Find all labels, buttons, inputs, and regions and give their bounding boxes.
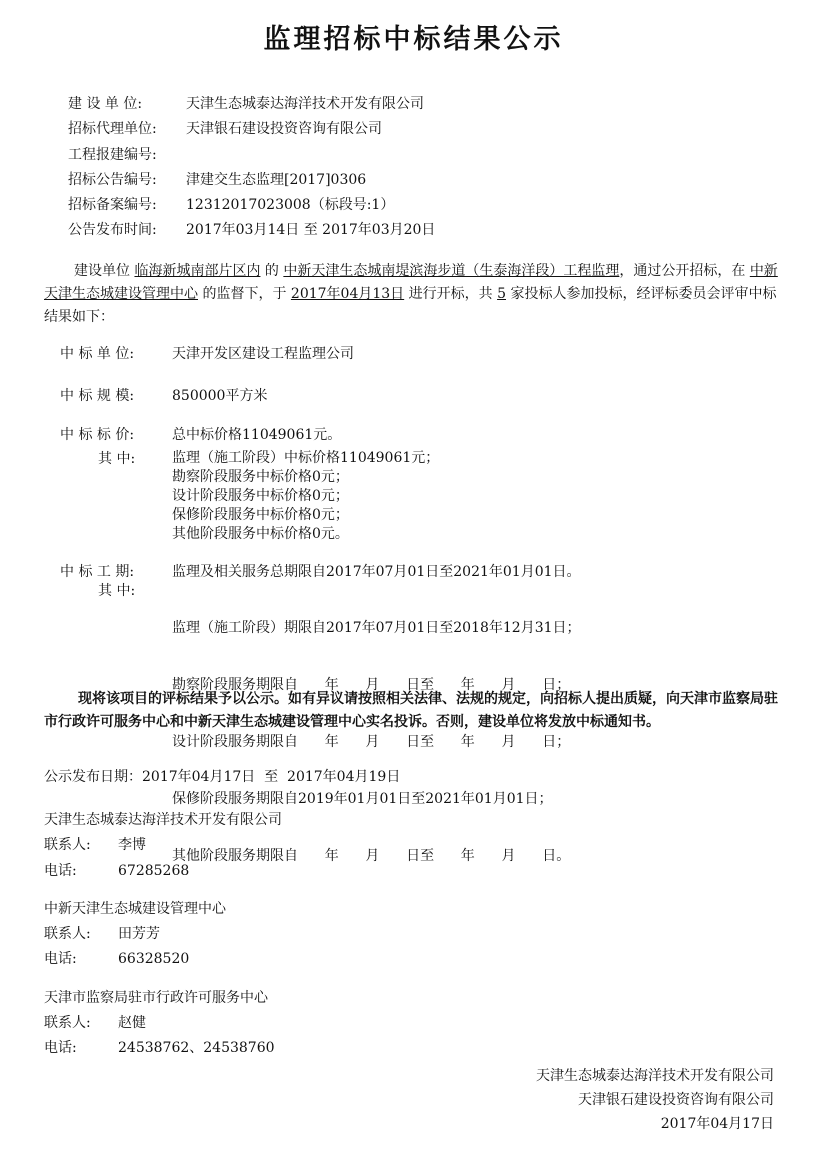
scale-value: 850000平方米 — [172, 388, 268, 404]
publicity-date: 公示发布日期：2017年04月17日 至 2017年04月19日 — [44, 769, 401, 785]
contact-phone-label: 电话: — [44, 951, 77, 967]
header-label: 招标公告编号: — [68, 172, 157, 188]
header-label: 招标代理单位: — [68, 121, 157, 137]
signature-org-1: 天津生态城泰达海洋技术开发有限公司 — [536, 1068, 774, 1084]
period-item: 保修阶段服务期限自2019年01月01日至2021年01月01日； — [172, 791, 553, 807]
contact-person-label: 联系人: — [44, 837, 91, 853]
contact-person-label: 联系人: — [44, 1015, 91, 1031]
contact-phone: 67285268 — [118, 863, 190, 879]
intro-supervisor: 中新天津生态城建设管理中心 — [44, 263, 778, 302]
header-label: 招标备案编号: — [68, 197, 157, 213]
price-item: 监理（施工阶段）中标价格11049061元； — [172, 450, 440, 466]
header-row-notice-no — [68, 170, 366, 190]
period-item: 勘察阶段服务期限自 年 月 日至 年 月 日； — [172, 677, 571, 693]
period-item: 其他阶段服务期限自 年 月 日至 年 月 日。 — [172, 848, 571, 864]
intro-text: 建设单位 — [74, 263, 130, 279]
intro-count: 5 — [497, 286, 506, 302]
contact-phone-row — [44, 949, 189, 969]
header-label: 工程报建编号: — [68, 147, 157, 163]
price-among-label: 其 中: — [98, 451, 136, 467]
contact-person-row — [44, 835, 146, 855]
contact-phone: 24538762、24538760 — [118, 1040, 275, 1056]
signature-org-2: 天津银石建设投资咨询有限公司 — [578, 1092, 774, 1108]
contact-person-row — [44, 1013, 146, 1033]
contact-person: 赵健 — [118, 1015, 146, 1031]
header-value: 天津银石建设投资咨询有限公司 — [186, 121, 382, 137]
header-row-project-no — [68, 145, 186, 165]
contact-phone-row — [44, 1038, 275, 1058]
header-row-agent — [68, 119, 382, 139]
contact-person-row — [44, 924, 160, 944]
intro-unit: 临海新城南部片区内 — [134, 263, 261, 279]
intro-project: 中新天津生态城南堤滨海步道（生泰海洋段）工程监理 — [283, 263, 620, 279]
period-among-label: 其 中: — [98, 583, 136, 599]
contact-org: 天津市监察局驻市行政许可服务中心 — [44, 990, 268, 1006]
period-item: 监理（施工阶段）期限自2017年07月01日至2018年12月31日； — [172, 620, 581, 636]
winner-row — [60, 344, 354, 364]
contact-person: 李博 — [118, 837, 146, 853]
intro-text: 的监督下，于 — [202, 286, 287, 302]
period-label: 中 标 工 期: — [60, 564, 135, 580]
contact-phone-label: 电话: — [44, 1040, 77, 1056]
header-row-builder — [68, 94, 424, 114]
header-label: 建 设 单 位: — [68, 96, 143, 112]
header-row-record-no — [68, 195, 394, 215]
intro-date: 2017年04月13日 — [290, 286, 405, 302]
period-item: 设计阶段服务期限自 年 月 日至 年 月 日； — [172, 734, 571, 750]
header-row-publish-time — [68, 220, 435, 240]
header-value: 12312017023008（标段号:1） — [186, 197, 395, 213]
intro-text: 家投标人参加投标，经评标委员会评审中标结果如下： — [44, 286, 777, 325]
contact-phone-label: 电话: — [44, 863, 77, 879]
contact-org: 天津生态城泰达海洋技术开发有限公司 — [44, 812, 282, 828]
contact-phone: 66328520 — [118, 951, 190, 967]
scale-label: 中 标 规 模: — [60, 388, 135, 404]
intro-text: 的 — [264, 263, 279, 279]
price-item: 设计阶段服务中标价格0元； — [172, 488, 349, 504]
scale-row — [60, 386, 267, 406]
contact-org: 中新天津生态城建设管理中心 — [44, 901, 226, 917]
notice-paragraph: 现将该项目的评标结果予以公示。如有异议请按照相关法律、法规的规定，向招标人提出质疑，向天津市监察局驻市行政许可服务中心和中新天津生态城建设管理中心实名投诉。否则，建设单位将发放中标通知书。 — [44, 691, 778, 730]
price-label: 中 标 标 价: — [60, 427, 135, 443]
page-title: 监理招标中标结果公示 — [263, 24, 564, 55]
period-value: 监理及相关服务总期限自2017年07月01日至2021年01月01日。 — [172, 564, 581, 580]
price-item: 勘察阶段服务中标价格0元； — [172, 469, 349, 485]
intro-text: ，通过公开招标，在 — [619, 263, 746, 279]
contact-person-label: 联系人: — [44, 926, 91, 942]
price-item: 其他阶段服务中标价格0元。 — [172, 526, 349, 542]
contact-phone-row — [44, 861, 189, 881]
intro-paragraph — [44, 260, 784, 329]
price-value: 总中标价格11049061元。 — [172, 427, 342, 443]
header-value: 2017年03月14日 至 2017年03月20日 — [186, 222, 436, 238]
header-value: 天津生态城泰达海洋技术开发有限公司 — [186, 96, 424, 112]
contact-person: 田芳芳 — [118, 926, 160, 942]
period-row — [60, 562, 581, 582]
header-label: 公告发布时间: — [68, 222, 157, 238]
price-item: 保修阶段服务中标价格0元； — [172, 507, 349, 523]
header-value: 津建交生态监理[2017]0306 — [186, 172, 367, 188]
winner-label: 中 标 单 位: — [60, 346, 135, 362]
winner-value: 天津开发区建设工程监理公司 — [172, 346, 354, 362]
signature-date: 2017年04月17日 — [660, 1116, 774, 1132]
price-items — [172, 449, 439, 544]
intro-text: 进行开标，共 — [408, 286, 493, 302]
price-row — [60, 425, 341, 445]
